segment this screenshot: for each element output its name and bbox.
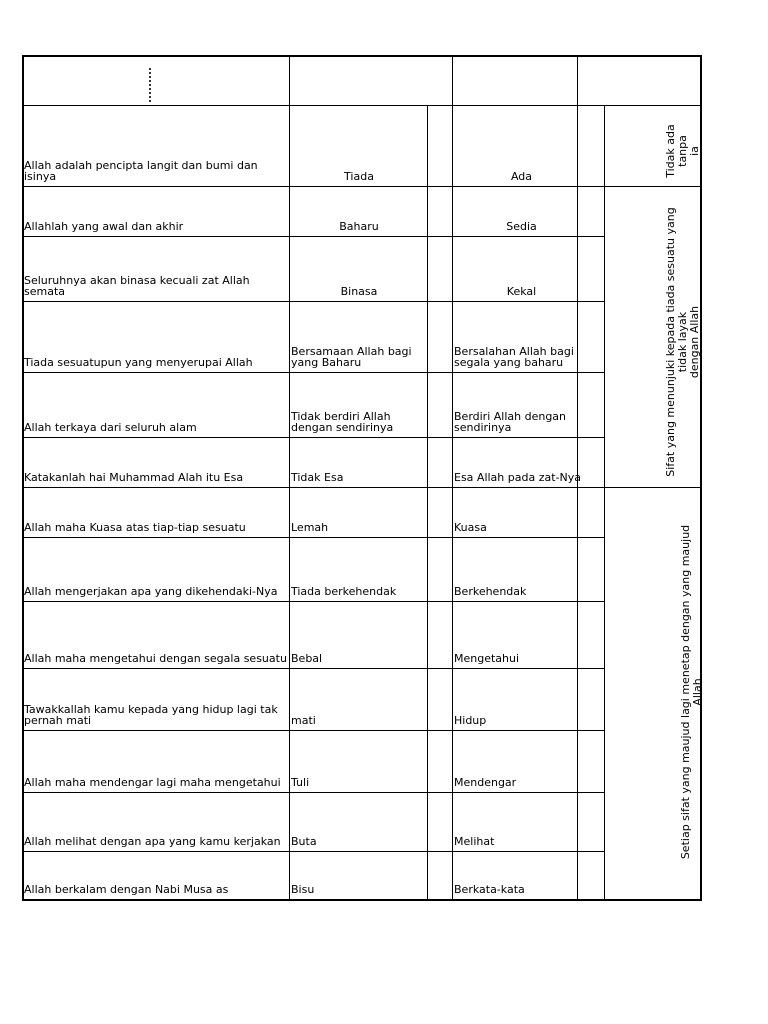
row-divider (22, 792, 604, 793)
row-divider (22, 668, 604, 669)
row-divider (22, 301, 604, 302)
wajib-cell: Mengetahui (454, 652, 520, 665)
mustahil-cell: Bersamaan Allah bagi yang Baharu (291, 345, 412, 369)
wajib-cell: Kuasa (454, 521, 487, 534)
mustahil-cell: Bisu (291, 883, 315, 896)
mustahil-cell: Bebal (291, 652, 323, 665)
wajib-cell: Kekal (506, 285, 537, 298)
mustahil-cell: Tiada berkehendak (291, 585, 397, 598)
wajib-cell: Esa Allah pada zat-Nya (454, 471, 581, 484)
mustahil-cell: mati (291, 714, 316, 727)
header-divider (22, 105, 700, 106)
dalil-cell: Allah adalah pencipta langit dan bumi dan isinya (24, 159, 258, 183)
row-divider (22, 487, 604, 488)
wajib-cell: Berkehendak (454, 585, 527, 598)
row-divider (22, 372, 604, 373)
mustahil-cell: Lemah (291, 521, 329, 534)
dalil-cell: Seluruhnya akan binasa kecuali zat Allah semata (24, 274, 250, 298)
row-divider (22, 537, 604, 538)
wajib-cell: Berkata-kata (454, 883, 525, 896)
wajib-cell: Bersalahan Allah bagi segala yang baharu (454, 345, 574, 369)
mustahil-cell: Tidak Esa (291, 471, 344, 484)
wajib-cell: Sedia (506, 220, 537, 233)
group-label-maani: Setiap sifat yang maujud lagi menetap dengan yang maujud Allah (679, 524, 704, 860)
dalil-cell: Tiada sesuatupun yang menyerupai Allah (24, 356, 253, 369)
dalil-cell: Katakanlah hai Muhammad Alah itu Esa (24, 471, 244, 484)
dalil-cell: Allah maha Kuasa atas tiap-tiap sesuatu (24, 521, 246, 534)
mustahil-cell: Binasa (340, 285, 378, 298)
group-label-salbiyah: Sifat yang menunjuki kepada tiada sesuatu yang tidak layak dengan Allah (664, 207, 701, 477)
dalil-cell: Tawakkallah kamu kepada yang hidup lagi tak pernah mati (24, 703, 278, 727)
row-divider (22, 851, 604, 852)
mustahil-cell: Tuli (291, 776, 310, 789)
table-border-bottom (22, 899, 702, 901)
row-divider (22, 236, 604, 237)
row-divider (22, 437, 604, 438)
col-divider (452, 105, 453, 899)
mustahil-cell: Buta (291, 835, 317, 848)
header-col-divider (289, 55, 290, 105)
row-divider (22, 186, 604, 187)
table-border-top (22, 55, 702, 57)
dalil-cell: Allah mengerjakan apa yang dikehendaki-Nya (24, 585, 278, 598)
col-divider (604, 105, 605, 899)
mustahil-cell: Tidak berdiri Allah dengan sendirinya (291, 410, 394, 434)
mustahil-cell: Tiada (344, 170, 374, 183)
row-divider (22, 601, 604, 602)
header-col-divider (452, 55, 453, 105)
row-divider (22, 730, 604, 731)
dalil-cell: Allahlah yang awal dan akhir (24, 220, 184, 233)
dalil-cell: Allah melihat dengan apa yang kamu kerjakan (24, 835, 281, 848)
dalil-cell: Allah terkaya dari seluruh alam (24, 421, 197, 434)
mustahil-cell: Baharu (339, 220, 379, 233)
col-divider (289, 105, 290, 899)
dalil-cell: Allah maha mengetahui dengan segala sesuatu (24, 652, 287, 665)
dalil-cell: Allah berkalam dengan Nabi Musa as (24, 883, 229, 896)
group-label-nafsiyah: Tidak ada tanpa ia (664, 124, 701, 178)
header-dotted-mark (149, 68, 151, 102)
wajib-cell: Hidup (454, 714, 487, 727)
dalil-cell: Allah maha mendengar lagi maha mengetahui (24, 776, 281, 789)
col-divider (427, 105, 428, 899)
header-col-divider (577, 55, 578, 105)
wajib-cell: Melihat (454, 835, 495, 848)
wajib-cell: Berdiri Allah dengan sendirinya (454, 410, 567, 434)
wajib-cell: Ada (510, 170, 533, 183)
wajib-cell: Mendengar (454, 776, 517, 789)
